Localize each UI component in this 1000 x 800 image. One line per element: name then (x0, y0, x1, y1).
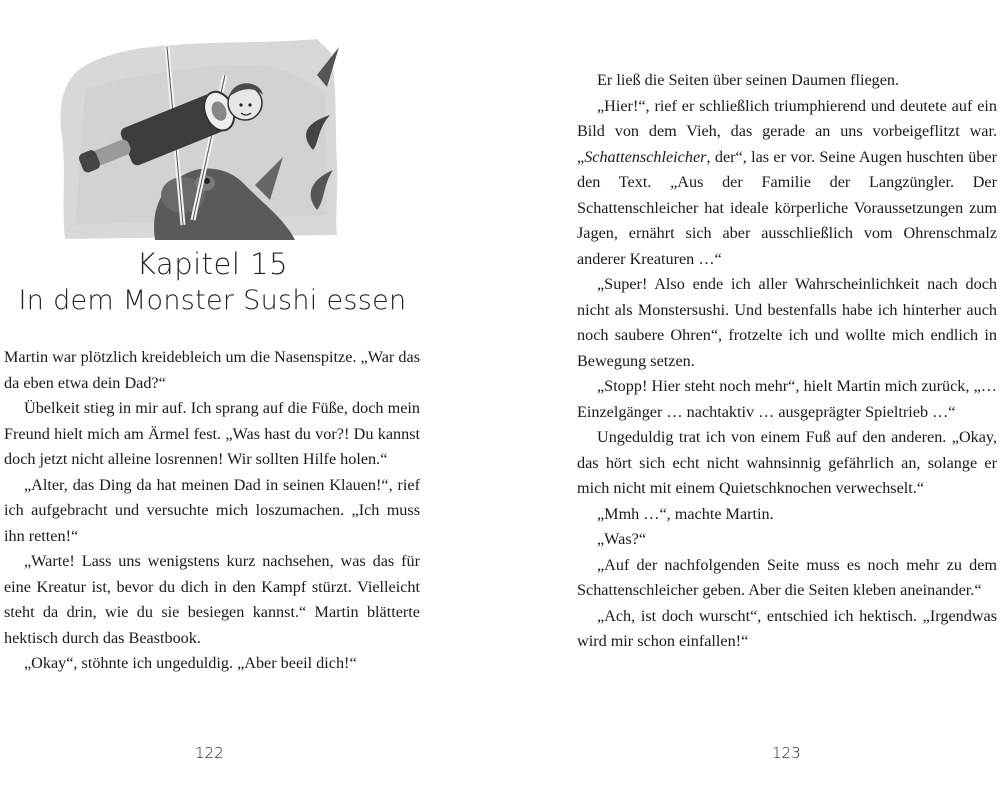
paragraph: „Ach, ist doch wurscht“, entschied ich hektisch. „Irgendwas wird mir schon einfallen!“ (577, 606, 997, 650)
chapter-illustration (55, 35, 340, 240)
left-page (0, 0, 425, 800)
page-number: 122 (195, 744, 224, 762)
paragraph-text: , der“, las er vor. Seine Augen huschten über den Text. „Aus der Familie der Langzüngler. Der Schattenschleicher hat ideale körperliche Voraussetzungen zum Jagen, ernährt sich aber ausschließlich vom Ohrenschmalz anderer Kreaturen …“ (577, 147, 997, 268)
chapter-number: Kapitel 15 (136, 247, 289, 281)
paragraph (577, 94, 997, 273)
paragraph: „Mmh …“, machte Martin. (597, 504, 774, 523)
paragraph: „Auf der nachfolgenden Seite muss es noch mehr zu dem Schattenschleicher geben. Aber die Seiten kleben aneinander.“ (577, 555, 997, 599)
paragraph: Übelkeit stieg in mir auf. Ich sprang auf die Füße, doch mein Freund hielt mich am Ärmel fest. „Was hast du vor?! Du kannst doch jetzt nicht alleine losrennen! Wir sollten Hilfe holen.“ (4, 399, 420, 468)
left-page-text (4, 345, 420, 677)
right-page (575, 0, 997, 800)
book-term: Schattenschleicher (584, 147, 707, 166)
paragraph-text: „Hier!“, rief er schließlich triumphierend und deutete auf ein Bild von dem Vieh, das gerade an uns vorbeigeflitzt war. „ (577, 96, 997, 166)
paragraph: „Warte! Lass uns wenigstens kurz nachsehen, was das für eine Kreatur ist, bevor du dich in den Kampf stürzt. Vielleicht steht da drin, wie du sie besiegen kannst.“ Martin blätterte hektisch durch das Beastbook. (4, 552, 420, 647)
paragraph: Martin war plötzlich kreidebleich um die Nasenspitze. „War das da eben etwa dein Dad?“ (4, 348, 420, 392)
paragraph: Ungeduldig trat ich von einem Fuß auf den anderen. „Okay, das hört sich echt nicht wahnsinnig gefährlich an, solange er mich nicht mit einem Quietschknochen verwechselt.“ (577, 428, 997, 497)
paragraph: „Stopp! Hier steht noch mehr“, hielt Martin mich zurück, „… Einzelgänger … nachtaktiv … ausgeprägter Spieltrieb …“ (577, 377, 997, 421)
paragraph: „Super! Also ende ich aller Wahrscheinlichkeit nach doch nicht als Monstersushi. Und bestenfalls habe ich hinterher auch noch saubere Ohren“, frotzelte ich und wollte mich endlich in Bewegung setzen. (577, 275, 997, 370)
page-number: 123 (772, 744, 801, 762)
chapter-title: In dem Monster Sushi essen (18, 285, 407, 316)
right-page-text (577, 68, 997, 655)
paragraph: „Was?“ (597, 530, 647, 548)
paragraph: „Okay“, stöhnte ich ungeduldig. „Aber beeil dich!“ (24, 654, 357, 672)
paragraph: Er ließ die Seiten über seinen Daumen fliegen. (597, 71, 900, 89)
paragraph: „Alter, das Ding da hat meinen Dad in seinen Klauen!“, rief ich aufgebracht und versuchte mich loszumachen. „Ich muss ihn retten!“ (4, 475, 420, 545)
